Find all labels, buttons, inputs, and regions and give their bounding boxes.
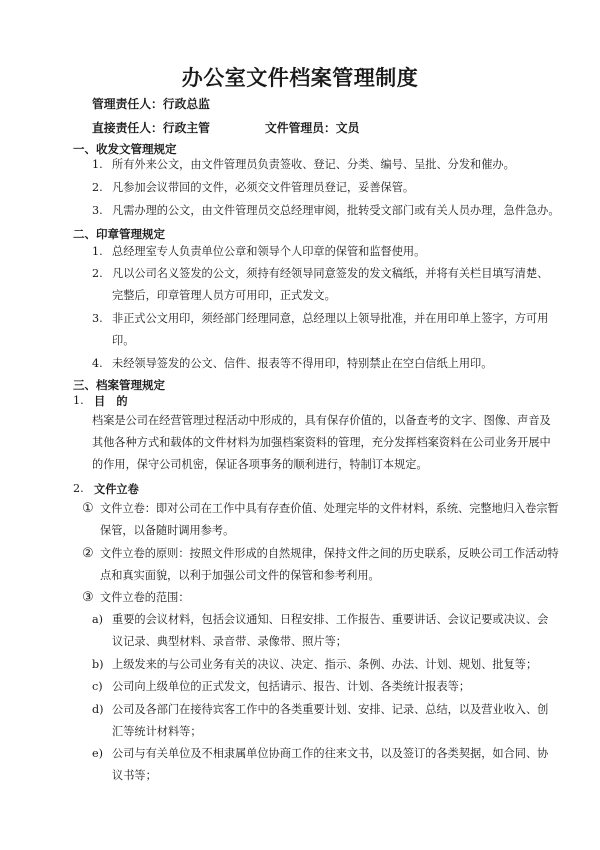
list-item-number: 3. <box>92 312 103 325</box>
subsection-title-filing: 文件立卷 <box>94 482 139 496</box>
list-item-number: 2. <box>92 181 103 194</box>
list-item-text: 未经领导签发的公文、信件、报表等不得用印，特别禁止在空白信纸上用印。 <box>112 357 493 370</box>
scope-item-text: 公司与有关单位及不相隶属单位协商工作的往来文书，以及签订的各类契据，如合同、协 <box>112 747 549 760</box>
list-item-number: 4. <box>92 357 103 370</box>
section-heading-archive: 三、档案管理规定 <box>73 378 165 392</box>
paragraph-line: 档案是公司在经营管理过程活动中形成的，具有保存价值的，以备查考的文字、图像、声音及 <box>92 414 551 427</box>
page-title: 办公室文件档案管理制度 <box>181 65 419 90</box>
list-item-text: 凡参加会议带回的文件，必须交文件管理员登记，妥善保管。 <box>112 181 415 194</box>
file-administrator: 文件管理员：文员 <box>265 121 360 135</box>
list-item-text: 总经理室专人负责单位公章和领导个人印章的保管和监督使用。 <box>112 245 426 258</box>
scope-item-marker: c) <box>92 680 103 693</box>
scope-item-marker: b) <box>92 658 104 671</box>
list-item-text: 非正式公文用印，须经部门经理同意，总经理以上领导批准，并在用印单上签字，方可用 <box>112 312 549 325</box>
list-item-number: 1. <box>92 158 103 171</box>
section-heading-receive-send: 一、收发文管理规定 <box>73 142 177 156</box>
circled-number: ② <box>82 546 94 561</box>
circled-number: ③ <box>82 590 94 605</box>
subsection-number: 1. <box>73 394 84 407</box>
direct-responsible: 直接责任人：行政主管 <box>92 121 210 135</box>
scope-item-text: 公司及各部门在接待宾客工作中的各类重要计划、安排、记录、总结，以及营业收入、创 <box>112 703 549 716</box>
list-item-text: 凡以公司名义签发的公文，须持有经领导同意签发的发文稿纸，并将有关栏目填写清楚、 <box>112 267 549 280</box>
list-item-text: 文件立卷的原则：按照文件形成的自然规律，保持文件之间的历史联系，反映公司工作活动特 <box>100 547 559 560</box>
scope-item-marker: a) <box>92 613 104 626</box>
scope-item-marker: e) <box>92 747 103 760</box>
scope-item-marker: d) <box>92 703 104 716</box>
scope-item-text: 重要的会议材料，包括会议通知、日程安排、工作报告、重要讲话、会议记要或决议、会 <box>112 613 549 626</box>
scope-item-text: 议记录、典型材料、录音带、录像带、照片等； <box>112 635 347 648</box>
scope-item-text: 公司向上级单位的正式发文，包括请示、报告、计划、各类统计报表等； <box>112 680 471 693</box>
list-item-text: 印。 <box>112 334 135 347</box>
subsection-number: 2. <box>73 482 84 495</box>
list-item-text: 凡需办理的公文，由文件管理员交总经理审阅，批转受文部门或有关人员办理，急件急办。 <box>112 204 560 217</box>
list-item-number: 3. <box>92 204 103 217</box>
section-heading-seal: 二、印章管理规定 <box>73 227 165 241</box>
list-item-number: 1. <box>92 245 103 258</box>
list-item-text: 文件立卷的范围： <box>100 591 190 604</box>
manager-responsible: 管理责任人：行政总监 <box>92 97 210 111</box>
scope-item-text: 上级发来的与公司业务有关的决议、决定、指示、条例、办法、计划、规划、批复等； <box>112 658 538 671</box>
subsection-title-purpose: 目 的 <box>94 394 128 408</box>
list-item-text: 所有外来公文，由文件管理员负责签收、登记、分类、编号、呈批、分发和催办。 <box>112 158 515 171</box>
list-item-text: 保管，以备随时调用参考。 <box>100 524 235 537</box>
list-item-text: 点和真实面貌，以利于加强公司文件的保管和参考利用。 <box>100 569 380 582</box>
circled-number: ① <box>82 501 94 516</box>
list-item-text: 文件立卷：即对公司在工作中具有存查价值、处理完毕的文件材料，系统、完整地归入卷宗暂 <box>100 502 559 515</box>
scope-item-text: 议书等； <box>112 769 157 782</box>
scope-item-text: 汇等统计材料等； <box>112 725 202 738</box>
paragraph-line: 其他各种方式和载体的文件材料为加强档案资料的管理，充分发挥档案资料在公司业务开展中 <box>92 436 551 449</box>
list-item-number: 2. <box>92 267 103 280</box>
paragraph-line: 的作用，保守公司机密，保证各项事务的顺利进行，特制订本规定。 <box>92 458 428 471</box>
list-item-text: 完整后，印章管理人员方可用印，正式发文。 <box>112 289 336 302</box>
